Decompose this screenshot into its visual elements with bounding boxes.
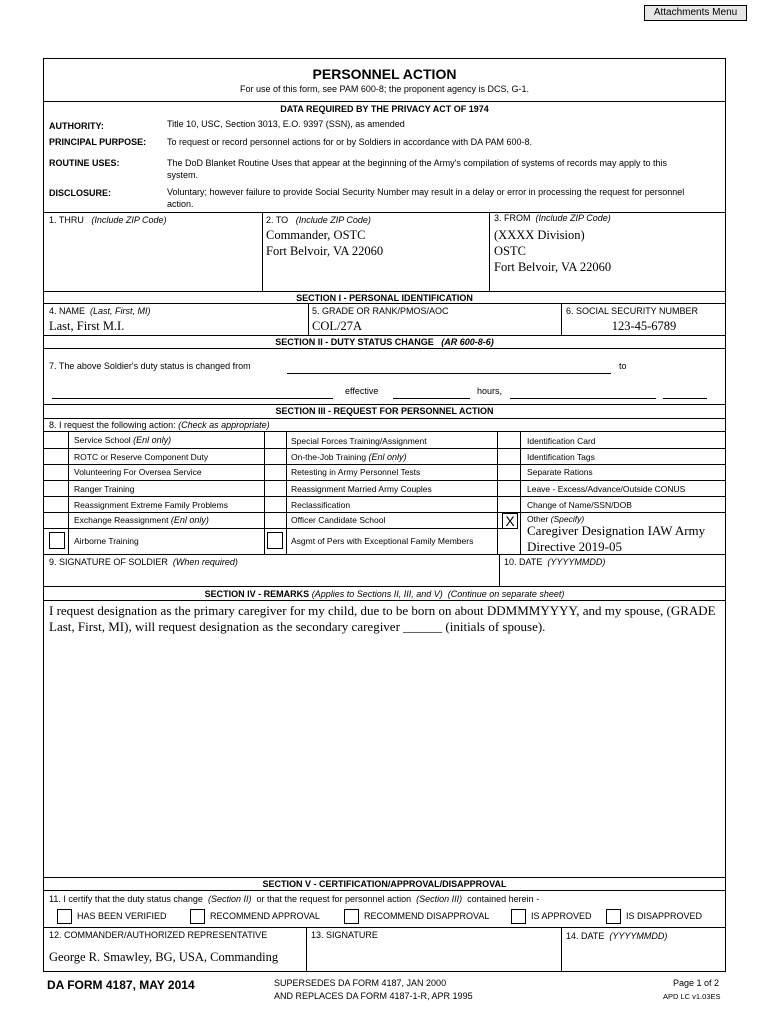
disclosure-label: DISCLOSURE:: [49, 188, 112, 198]
option-exchange-reassign[interactable]: Exchange Reassignment (Enl only): [74, 515, 209, 525]
section-4-header: SECTION IV - REMARKS (Applies to Sections II, III, and V) (Continue on separate sheet): [204, 589, 565, 599]
from-label: 3. FROM (Include ZIP Code): [494, 213, 611, 223]
checkbox-efmp[interactable]: [267, 532, 283, 549]
checkbox-is-approved[interactable]: [511, 909, 526, 924]
hours-field[interactable]: [510, 398, 656, 399]
thru-field[interactable]: [46, 228, 258, 288]
from-address[interactable]: (XXXX Division) OSTC Fort Belvoir, VA 22060: [494, 228, 612, 274]
commander-label: 12. COMMANDER/AUTHORIZED REPRESENTATIVE: [49, 930, 268, 940]
option-married-couples[interactable]: Reassignment Married Army Couples: [291, 484, 432, 494]
authority-label: AUTHORITY:: [49, 121, 104, 131]
purpose-label: PRINCIPAL PURPOSE:: [49, 137, 147, 147]
duty-status-from-field[interactable]: [287, 373, 611, 374]
thru-label: 1. THRU (Include ZIP Code): [49, 215, 167, 225]
option-rotc[interactable]: ROTC or Reserve Component Duty: [74, 452, 209, 462]
hours-word: hours,: [477, 386, 503, 396]
supersedes-text: SUPERSEDES DA FORM 4187, JAN 2000 AND REPLACES DA FORM 4187-1-R, APR 1995: [274, 978, 473, 1001]
other-specify-field[interactable]: Caregiver Designation IAW Army Directive 2019-05: [527, 523, 706, 554]
soldier-signature-field[interactable]: [46, 568, 496, 584]
option-id-tags[interactable]: Identification Tags: [527, 452, 595, 462]
routine-uses-text: The DoD Blanket Routine Uses that appear at the beginning of the Army's compilation of systems of records may apply to this system.: [167, 158, 667, 180]
option-oversea-service[interactable]: Volunteering For Oversea Service: [74, 467, 202, 477]
effective-date-field[interactable]: [393, 398, 470, 399]
option-other-label: Other (Specify): [527, 514, 585, 524]
routine-uses-label: ROUTINE USES:: [49, 158, 120, 168]
disclosure-text: Voluntary; however failure to provide Social Security Number may result in a delay or error in processing the request for personnel action.: [167, 187, 685, 209]
checkbox-airborne[interactable]: [49, 532, 65, 549]
cert-signature-field[interactable]: [309, 942, 559, 970]
option-reassign-family[interactable]: Reassignment Extreme Family Problems: [74, 500, 228, 510]
certify-line: 11. I certify that the duty status change (Section II) or that the request for personnel action (Section III) contained herein -: [49, 894, 540, 904]
option-retesting[interactable]: Retesting in Army Personnel Tests: [291, 467, 421, 477]
option-reclassification[interactable]: Reclassification: [291, 500, 351, 510]
grade-field[interactable]: COL/27A: [312, 319, 362, 333]
option-is-approved: IS APPROVED: [531, 911, 592, 921]
grade-label: 5. GRADE OR RANK/PMOS/AOC: [312, 306, 449, 316]
form-subtitle: For use of this form, see PAM 600-8; the proponent agency is DCS, G-1.: [240, 84, 529, 94]
option-ocs[interactable]: Officer Candidate School: [291, 515, 386, 525]
option-ojt[interactable]: On-the-Job Training (Enl only): [291, 452, 407, 462]
to-label: 2. TO (Include ZIP Code): [266, 215, 371, 225]
form-id: DA FORM 4187, MAY 2014: [47, 978, 195, 992]
section-3-header: SECTION III - REQUEST FOR PERSONNEL ACTION: [275, 406, 494, 416]
attachments-menu-button[interactable]: Attachments Menu: [644, 5, 747, 21]
option-airborne-training[interactable]: Airborne Training: [74, 536, 139, 546]
option-leave[interactable]: Leave - Excess/Advance/Outside CONUS: [527, 484, 686, 494]
option-service-school[interactable]: Service School (Enl only): [74, 435, 172, 445]
checkbox-recommend-approval[interactable]: [190, 909, 205, 924]
remarks-field[interactable]: I request designation as the primary caregiver for my child, due to be born on about DDMMMYYYY, and my spouse, (GRADE Last, First, MI), will request designation as the secondary caregiver ______ (initials of spouse).: [49, 603, 716, 634]
ssn-label: 6. SOCIAL SECURITY NUMBER: [566, 306, 699, 316]
version-code: APD LC v1.03ES: [663, 992, 721, 1001]
form-title: PERSONNEL ACTION: [312, 66, 457, 82]
section-5-header: SECTION V - CERTIFICATION/APPROVAL/DISAPPROVAL: [262, 879, 507, 889]
ssn-field[interactable]: 123-45-6789: [611, 319, 677, 333]
page-number: Page 1 of 2: [673, 978, 720, 988]
option-is-disapproved: IS DISAPPROVED: [626, 911, 703, 921]
commander-field[interactable]: George R. Smawley, BG, USA, Commanding: [49, 950, 279, 964]
effective-word: effective: [345, 386, 379, 396]
checkbox-other[interactable]: X: [502, 513, 518, 529]
option-separate-rations[interactable]: Separate Rations: [527, 467, 593, 477]
option-id-card[interactable]: Identification Card: [527, 436, 596, 446]
option-verified: HAS BEEN VERIFIED: [77, 911, 167, 921]
to-word: to: [619, 361, 627, 371]
option-recommend-approval: RECOMMEND APPROVAL: [210, 911, 320, 921]
checkbox-is-disapproved[interactable]: [606, 909, 621, 924]
soldier-signature-label: 9. SIGNATURE OF SOLDIER (When required): [49, 557, 238, 567]
section-2-header: SECTION II - DUTY STATUS CHANGE (AR 600-8-6): [275, 337, 494, 347]
authority-text: Title 10, USC, Section 3013, E.O. 9397 (SSN), as amended: [167, 119, 405, 129]
checkbox-recommend-disapproval[interactable]: [344, 909, 359, 924]
privacy-act-header: DATA REQUIRED BY THE PRIVACY ACT OF 1974: [280, 104, 489, 114]
purpose-text: To request or record personnel actions for or by Soldiers in accordance with DA PAM 600-8.: [167, 137, 533, 147]
name-label: 4. NAME (Last, First, MI): [49, 306, 151, 316]
cert-date-label: 14. DATE (YYYYMMDD): [566, 931, 668, 941]
option-name-change[interactable]: Change of Name/SSN/DOB: [527, 500, 632, 510]
option-ranger-training[interactable]: Ranger Training: [74, 484, 135, 494]
option-efmp[interactable]: Asgmt of Pers with Exceptional Family Members: [291, 536, 474, 546]
checkbox-verified[interactable]: [57, 909, 72, 924]
request-label: 8. I request the following action: (Check as appropriate): [49, 420, 270, 430]
name-field[interactable]: Last, First M.I.: [49, 319, 125, 333]
to-address[interactable]: Commander, OSTC Fort Belvoir, VA 22060: [266, 228, 384, 258]
duty-status-to-field[interactable]: [52, 398, 333, 399]
option-recommend-disapproval: RECOMMEND DISAPPROVAL: [364, 911, 490, 921]
soldier-date-label: 10. DATE (YYYYMMDD): [504, 557, 606, 567]
section-1-header: SECTION I - PERSONAL IDENTIFICATION: [296, 293, 473, 303]
duty-status-line: 7. The above Soldier's duty status is changed from: [49, 361, 251, 371]
cert-signature-label: 13. SIGNATURE: [311, 930, 378, 940]
option-special-forces[interactable]: Special Forces Training/Assignment: [291, 436, 427, 446]
